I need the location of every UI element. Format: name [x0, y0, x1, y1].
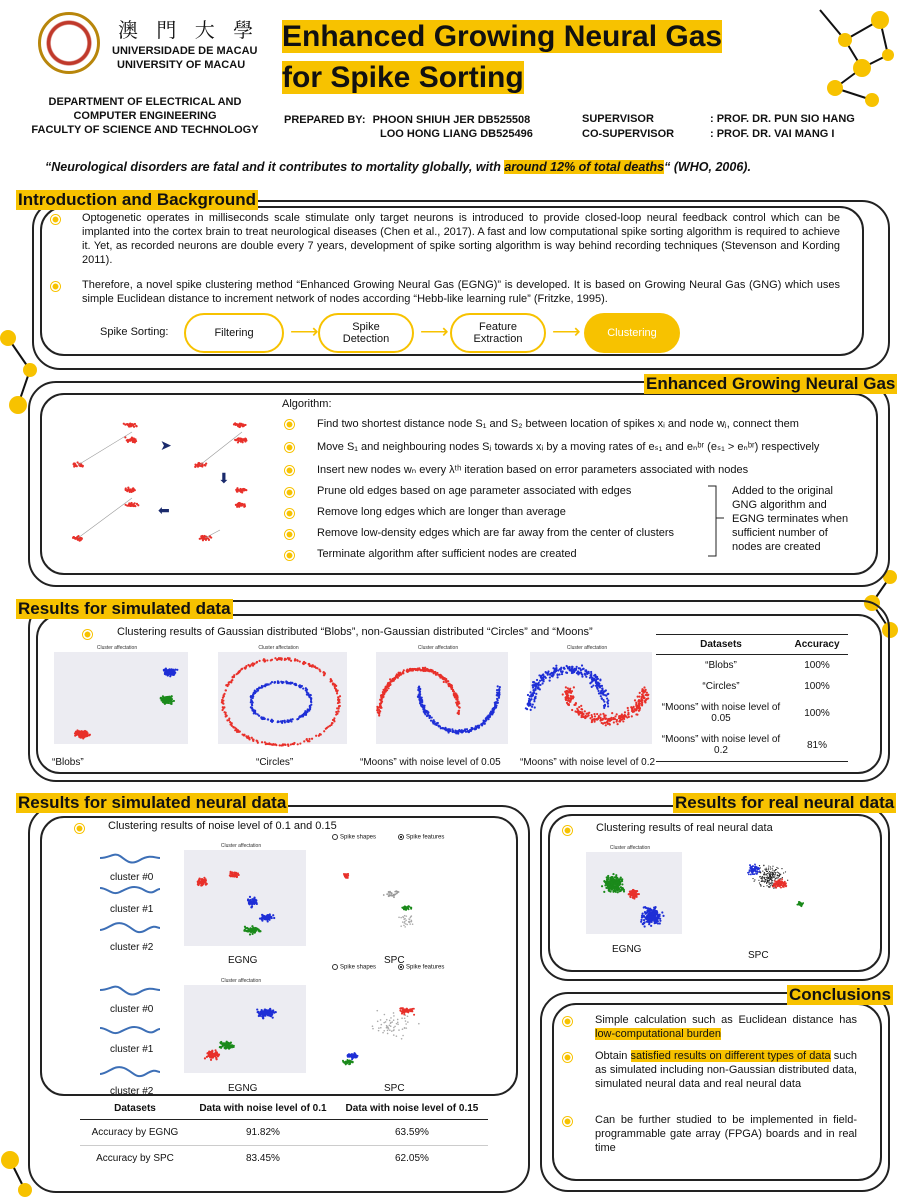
cluster-label: cluster #1	[110, 1044, 154, 1055]
radio-spike-features[interactable]: Spike features	[398, 834, 444, 841]
conclusion-2-highlight: satisfied results on different types of data	[630, 1050, 831, 1062]
waveform-icon	[100, 918, 162, 940]
bullet-icon	[284, 529, 295, 540]
algorithm-step: Remove long edges which are longer than average	[317, 506, 566, 518]
bullet-icon	[284, 442, 295, 453]
plot-neural-egng-015	[172, 975, 310, 1083]
waveform-icon	[100, 1020, 162, 1042]
bullet-icon	[284, 419, 295, 430]
bullet-icon	[50, 214, 61, 225]
algorithm-step: Terminate algorithm after sufficient nodes are created	[317, 548, 577, 560]
radio-icon	[398, 834, 404, 840]
plot-label: “Moons” with noise level of 0.05	[360, 757, 501, 768]
waveform-icon	[100, 980, 162, 1002]
table-cell: 81%	[786, 729, 848, 762]
flow-arrow-icon: ⟶	[552, 321, 581, 343]
plot-title: Cluster affectation	[96, 645, 138, 651]
waveform-icon	[100, 848, 162, 870]
author-2: LOO HONG LIANG DB525496	[380, 128, 533, 140]
spc-label: SPC	[748, 950, 769, 961]
flow-arrow-icon: ⟶	[420, 321, 449, 343]
plot-real-egng	[574, 842, 686, 944]
algorithm-step: Remove low-density edges which are far away from the center of clusters	[317, 527, 675, 539]
dept-line-3: FACULTY OF SCIENCE AND TECHNOLOGY	[31, 124, 259, 136]
flow-step-feature-extraction: Feature Extraction	[450, 313, 546, 353]
flow-step-spike-detection: Spike Detection	[318, 313, 414, 353]
plot-label: “Blobs”	[52, 757, 84, 768]
real-title: Results for real neural data	[675, 793, 895, 812]
plot-title: Cluster affectation	[220, 978, 262, 984]
egng-label: EGNG	[228, 955, 258, 966]
plot-title: Cluster affectation	[609, 845, 651, 851]
radio-icon	[332, 834, 338, 840]
plot-title: Cluster affectation	[566, 645, 608, 651]
title-line-1: Enhanced Growing Neural Gas	[282, 20, 723, 53]
intro-paragraph-1: Optogenetic operates in milliseconds scale stimulate only target neurons is introduced to provide closed-loop neural feedback control which can be implanted into the cortex brain to treat neurological diseases (Chen et al., 2017). A fast and low computational spike sorting algorithm is required to achieve it. Yet, as recorded neurons are double every 7 years, development of spike sorting algorithm is way behind recording techniques (Stevenson and Kording 2011).	[82, 212, 840, 266]
spc-label: SPC	[384, 955, 405, 966]
table-row	[80, 1120, 488, 1146]
bullet-icon	[50, 281, 61, 292]
bracket-icon	[706, 484, 728, 558]
authors-block	[284, 113, 530, 128]
plot-circles	[206, 642, 351, 754]
egng-title: Enhanced Growing Neural Gas	[646, 374, 896, 393]
table-cell: Accuracy by SPC	[96, 1153, 174, 1164]
cluster-label: cluster #0	[110, 872, 154, 883]
table-header: Datasets	[700, 639, 742, 650]
bullet-icon	[284, 487, 295, 498]
simulated-title: Results for simulated data	[18, 599, 231, 618]
algorithm-step: Insert new nodes wₙ every λᵗʰ iteration based on error parameters associated with nodes	[317, 464, 749, 476]
egng-label: EGNG	[612, 944, 642, 955]
dept-line-2: COMPUTER ENGINEERING	[73, 110, 217, 122]
real-caption: Clustering results of real neural data	[596, 822, 773, 834]
conclusions-title: Conclusions	[789, 985, 892, 1004]
title-line-2: for Spike Sorting	[282, 61, 524, 94]
table-row	[656, 729, 848, 762]
simulated-accuracy-table	[656, 634, 848, 762]
bullet-icon	[562, 1016, 573, 1027]
flow-arrow-icon: ⟶	[290, 321, 319, 343]
prepared-by-label: PREPARED BY:	[284, 114, 366, 126]
cluster-label: cluster #2	[110, 942, 154, 953]
waveform-icon	[100, 880, 162, 902]
university-name-pt: UNIVERSIDADE DE MACAU	[112, 45, 258, 57]
quote	[45, 160, 865, 174]
bullet-icon	[284, 508, 295, 519]
bullet-icon	[74, 823, 85, 834]
radio-icon	[332, 964, 338, 970]
table-header: Accuracy	[794, 639, 840, 650]
intro-title: Introduction and Background	[18, 190, 256, 209]
table-cell: 100%	[804, 707, 830, 719]
plot-neural-spc-015	[312, 966, 462, 1084]
conclusion-1: Simple calculation such as Euclidean distance has low-computational burden	[595, 1014, 857, 1040]
table-cell: “Blobs”	[705, 660, 737, 671]
plot-title: Cluster affectation	[258, 645, 299, 651]
department-block	[10, 95, 280, 137]
plot-blobs	[42, 642, 192, 754]
plot-real-spc	[690, 838, 836, 950]
table-cell: “Moons” with noise level of 0.2	[656, 729, 786, 762]
bullet-icon	[284, 550, 295, 561]
radio-spike-shapes[interactable]: Spike shapes	[332, 834, 376, 841]
quote-highlight: around 12% of total deaths	[504, 160, 665, 174]
arrow-down-icon: ⬇	[218, 470, 230, 486]
simulated-caption: Clustering results of Gaussian distributed “Blobs”, non-Gaussian distributed “Circles” and “Moons”	[117, 626, 593, 638]
table-row	[656, 676, 848, 697]
plot-title: Cluster affectation	[220, 843, 262, 849]
algorithm-label: Algorithm:	[282, 398, 332, 410]
neural-accuracy-table	[80, 1098, 488, 1171]
arrow-right-icon: ➤	[160, 437, 172, 453]
table-cell: 100%	[804, 681, 830, 692]
flow-step-filtering: Filtering	[184, 313, 284, 353]
dept-line-1: DEPARTMENT OF ELECTRICAL AND	[48, 96, 242, 108]
cluster-label: cluster #2	[110, 1086, 154, 1097]
table-header: Datasets	[114, 1103, 156, 1114]
cosupervisor-label: CO-SUPERVISOR	[582, 128, 675, 140]
waveform-icon	[100, 1062, 162, 1084]
radio-spike-shapes[interactable]: Spike shapes	[332, 964, 376, 971]
cluster-label: cluster #1	[110, 904, 154, 915]
supervisor-label: SUPERVISOR	[582, 113, 654, 125]
table-cell: 63.59%	[336, 1120, 488, 1146]
conclusion-3: Can be further studied to be implemented in field-programmable gate array (FPGA) boards and in real time	[595, 1114, 857, 1154]
table-cell: 91.82%	[190, 1120, 336, 1146]
table-header: Data with noise level of 0.1	[199, 1103, 327, 1114]
plot-neural-egng-01	[172, 840, 310, 956]
plot-label: “Circles”	[256, 757, 294, 768]
algorithm-step: Move S₁ and neighbouring nodes Sⱼ towards xᵢ by a moving rates of eₛ₁ and eₙᵇʳ (eₛ₁ > eₙᵇʳ) respectively	[317, 441, 820, 453]
plot-label: “Moons” with noise level of 0.2	[520, 757, 656, 768]
table-cell: “Circles”	[702, 681, 740, 692]
bullet-icon	[284, 465, 295, 476]
neural-caption: Clustering results of noise level of 0.1 and 0.15	[108, 820, 337, 832]
spc-label: SPC	[384, 1083, 405, 1094]
flow-label: Spike Sorting:	[100, 326, 169, 338]
table-cell: 83.45%	[245, 1153, 280, 1164]
cosupervisor-name: : PROF. DR. VAI MANG I	[710, 128, 835, 140]
university-name-en: UNIVERSITY OF MACAU	[117, 59, 246, 71]
poster-title	[282, 18, 722, 97]
university-seal-logo	[38, 12, 100, 74]
neural-title: Results for simulated neural data	[18, 793, 287, 812]
radio-spike-features[interactable]: Spike features	[398, 964, 444, 971]
quote-part-2: “ (WHO, 2006).	[664, 160, 751, 174]
table-header: Data with noise level of 0.15	[345, 1103, 479, 1114]
intro-paragraph-2: Therefore, a novel spike clustering method “Enhanced Growing Neural Gas (EGNG)” is developed. It is based on Growing Neural Gas (GNG) which uses simple Euclidean distance to increment network of nodes according “Hebb-like learning rule” (Fritzke, 1995).	[82, 279, 840, 305]
table-cell: 100%	[804, 660, 830, 671]
plot-title: Cluster affectation	[417, 645, 459, 651]
arrow-left-icon: ⬅	[158, 502, 170, 518]
algorithm-note: Added to the original GNG algorithm and EGNG terminates when sufficient number of nodes are created	[732, 485, 849, 553]
bullet-icon	[562, 825, 573, 836]
table-cell: “Moons” with noise level of 0.05	[661, 702, 781, 724]
cluster-label: cluster #0	[110, 1004, 154, 1015]
egng-illustration	[60, 410, 280, 550]
network-decoration-top-right	[800, 0, 900, 120]
bullet-icon	[562, 1052, 573, 1063]
flow-step-clustering: Clustering	[584, 313, 680, 353]
supervisor-name: : PROF. DR. PUN SIO HANG	[710, 113, 855, 125]
quote-part-1: “Neurological disorders are fatal and it contributes to mortality globally, with	[45, 160, 505, 174]
egng-label: EGNG	[228, 1083, 258, 1094]
plot-moons-005	[364, 642, 512, 754]
bullet-icon	[82, 629, 93, 640]
table-row	[80, 1146, 488, 1172]
bullet-icon	[562, 1116, 573, 1127]
plot-neural-spc-01	[312, 836, 462, 954]
algorithm-step: Prune old edges based on age parameter associated with edges	[317, 485, 632, 497]
plot-moons-02	[518, 642, 656, 754]
table-cell: 62.05%	[394, 1153, 429, 1164]
table-cell: Accuracy by EGNG	[80, 1120, 190, 1146]
author-1: PHOON SHIUH JER DB525508	[372, 114, 531, 126]
university-name-zh: 澳 門 大 學	[118, 18, 260, 42]
table-row	[656, 697, 848, 729]
conclusion-2: Obtain satisfied results on different types of data such as simulated including non-Gaussian distributed data, simulated neural data and real neural data	[595, 1050, 857, 1090]
algorithm-step: Find two shortest distance node S₁ and S₂ between location of spikes xᵢ and node wⱼ, connect them	[317, 418, 799, 430]
table-row	[656, 655, 848, 677]
conclusion-1-highlight: low-computational burden	[595, 1028, 721, 1040]
